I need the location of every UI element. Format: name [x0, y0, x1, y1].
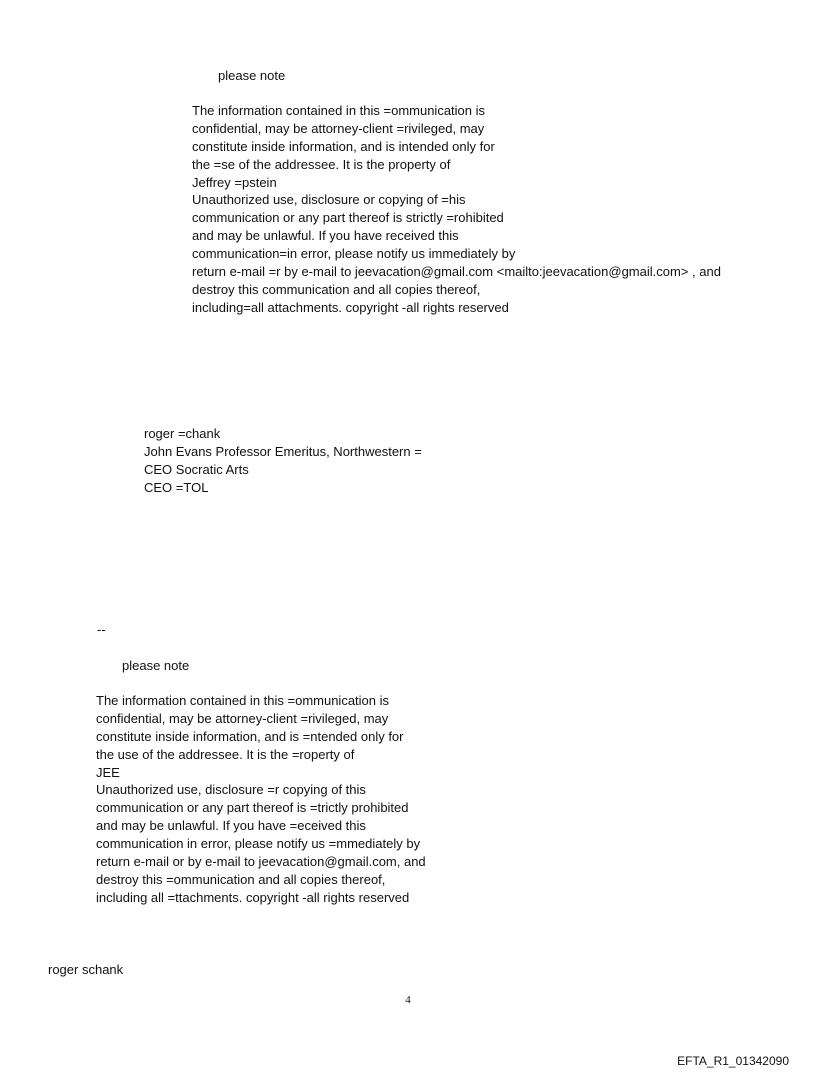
confidentiality-disclaimer-2: [96, 692, 426, 907]
disclaimer-line: JEE: [96, 764, 120, 780]
note-label-1: please note: [218, 68, 286, 83]
disclaimer-line: return e-mail =r by e-mail to jeevacation@gmail.com <mailto:jeevacation@gmail.com> , and: [192, 264, 721, 280]
signature-line: CEO Socratic Arts: [144, 461, 249, 477]
disclaimer-line: communication=in error, please notify us immediately by: [192, 246, 516, 262]
signature-name: roger schank: [48, 962, 124, 977]
disclaimer-line: return e-mail or by e-mail to jeevacation@gmail.com, and: [96, 854, 426, 870]
disclaimer-line: constitute inside information, and is =ntended only for: [96, 728, 404, 744]
disclaimer-line: the use of the addressee. It is the =roperty of: [96, 746, 355, 762]
disclaimer-line: The information contained in this =ommunication is: [96, 693, 390, 708]
signature-separator: --: [97, 622, 106, 637]
note-label-2: please note: [122, 658, 190, 673]
disclaimer-line: including=all attachments. copyright -all rights reserved: [192, 299, 509, 315]
disclaimer-line: communication in error, please notify us =mmediately by: [96, 836, 421, 852]
page-number: 4: [405, 994, 411, 1006]
disclaimer-line: Unauthorized use, disclosure =r copying of this: [96, 782, 366, 798]
disclaimer-line: destroy this =ommunication and all copies thereof,: [96, 871, 386, 887]
disclaimer-line: Jeffrey =pstein: [192, 174, 277, 190]
disclaimer-line: and may be unlawful. If you have received this: [192, 228, 459, 244]
document-id-stamp: EFTA_R1_01342090: [677, 1054, 789, 1068]
disclaimer-line: and may be unlawful. If you have =eceived this: [96, 818, 366, 834]
disclaimer-line: Unauthorized use, disclosure or copying of =his: [192, 192, 466, 208]
disclaimer-line: communication or any part thereof is strictly =rohibited: [192, 210, 504, 226]
disclaimer-line: confidential, may be attorney-client =rivileged, may: [96, 710, 389, 726]
disclaimer-line: the =se of the addressee. It is the property of: [192, 156, 451, 172]
disclaimer-line: constitute inside information, and is intended only for: [192, 138, 495, 154]
disclaimer-line: including all =ttachments. copyright -all rights reserved: [96, 889, 410, 905]
signature-block-1: [144, 425, 422, 497]
disclaimer-line: communication or any part thereof is =trictly prohibited: [96, 800, 409, 816]
disclaimer-line: destroy this communication and all copies thereof,: [192, 281, 481, 297]
confidentiality-disclaimer-1: [192, 102, 721, 317]
signature-block-2: [48, 961, 123, 979]
disclaimer-line: The information contained in this =ommunication is: [192, 103, 486, 118]
disclaimer-line: confidential, may be attorney-client =rivileged, may: [192, 120, 485, 136]
signature-line: CEO =TOL: [144, 479, 209, 495]
signature-line: John Evans Professor Emeritus, Northwestern =: [144, 443, 422, 459]
signature-line: roger =chank: [144, 426, 221, 441]
